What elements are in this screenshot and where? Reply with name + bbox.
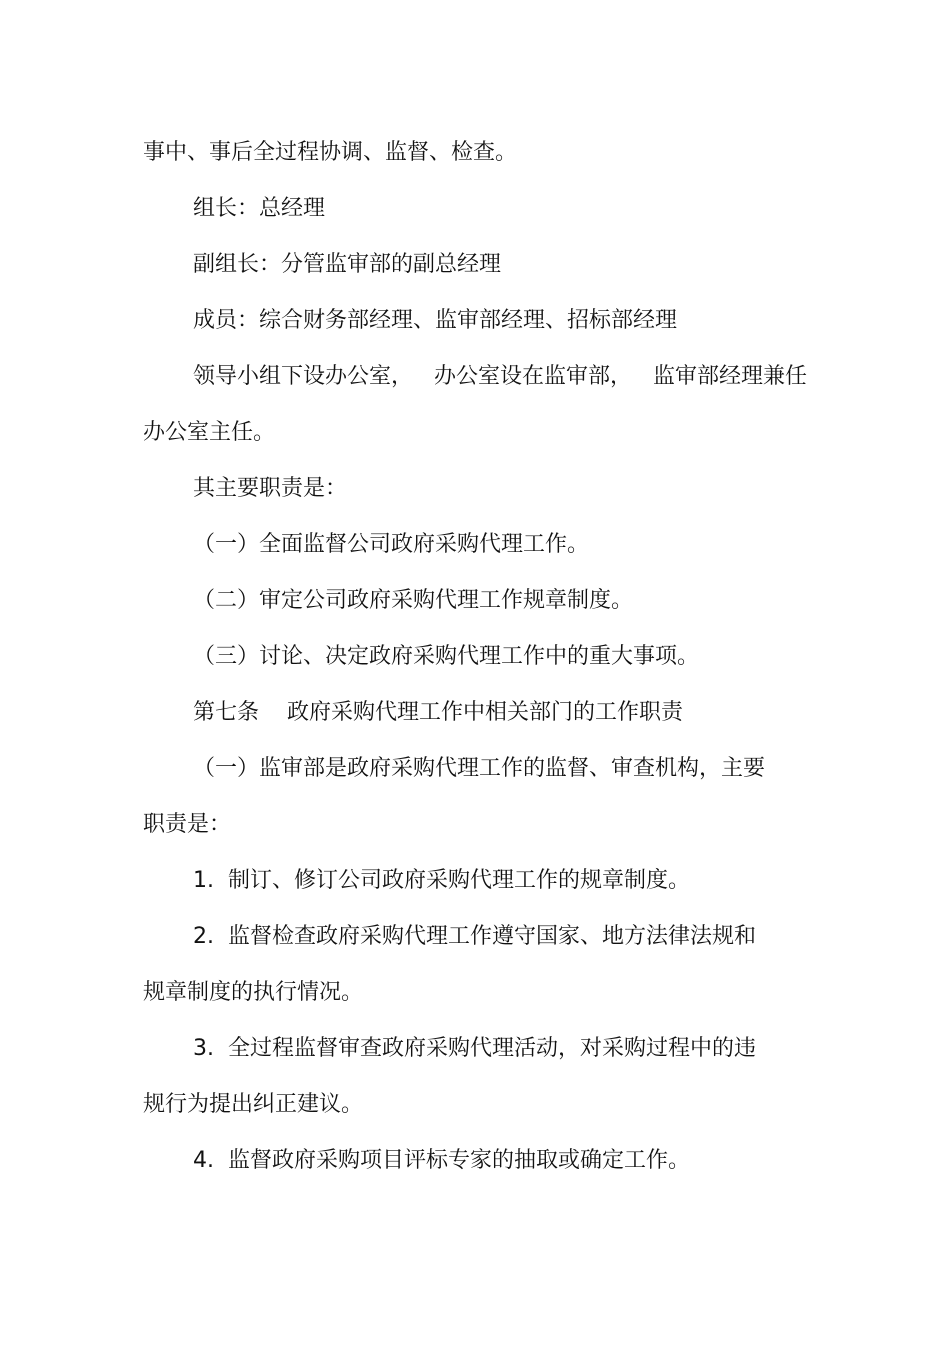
paragraph-line: 职责是： — [143, 812, 232, 837]
paragraph-line: 组长：总经理 — [193, 196, 326, 221]
paragraph-line: 规章制度的执行情况。 — [143, 980, 364, 1005]
paragraph-line: 事中、事后全过程协调、监督、检查。 — [143, 140, 518, 165]
paragraph-line: 成员：综合财务部经理、监审部经理、招标部经理 — [193, 308, 678, 333]
paragraph-line: 其主要职责是： — [193, 476, 348, 501]
paragraph-line: 办公室主任。 — [143, 420, 276, 445]
list-item: （一）监审部是政府采购代理工作的监督、审查机构，主要 — [193, 756, 766, 781]
paragraph-line: 领导小组下设办公室， 办公室设在监审部， 监审部经理兼任 — [193, 364, 807, 389]
numbered-item: 2. 监督检查政府采购代理工作遵守国家、地方法律法规和 — [193, 924, 756, 949]
list-item: （一）全面监督公司政府采购代理工作。 — [193, 532, 590, 557]
numbered-item: 1. 制订、修订公司政府采购代理工作的规章制度。 — [193, 868, 690, 893]
paragraph-line: 副组长：分管监审部的副总经理 — [193, 252, 502, 277]
list-item: （二）审定公司政府采购代理工作规章制度。 — [193, 588, 634, 613]
paragraph-line: 规行为提出纠正建议。 — [143, 1092, 364, 1117]
numbered-item: 4. 监督政府采购项目评标专家的抽取或确定工作。 — [193, 1148, 690, 1173]
list-item: （三）讨论、决定政府采购代理工作中的重大事项。 — [193, 644, 700, 669]
article-heading: 第七条 政府采购代理工作中相关部门的工作职责 — [193, 700, 683, 725]
numbered-item: 3. 全过程监督审查政府采购代理活动，对采购过程中的违 — [193, 1036, 756, 1061]
